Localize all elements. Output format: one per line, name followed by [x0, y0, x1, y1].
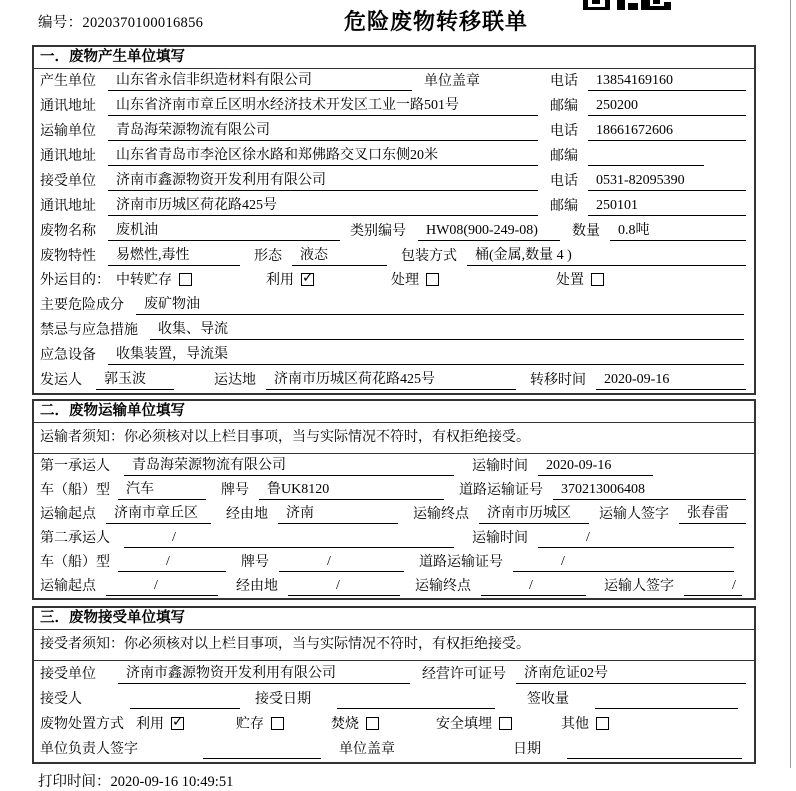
manager-sign-value	[203, 740, 321, 759]
form-value: 液态	[292, 246, 387, 266]
accept-date-label: 接受日期	[255, 692, 311, 707]
waste-character-value: 易燃性,毒性	[108, 246, 240, 266]
checkbox-label: 焚烧	[331, 717, 359, 732]
checkbox-icon	[301, 273, 314, 286]
first-carrier-label: 第一承运人	[40, 459, 110, 474]
hazard-component-label: 主要危险成分	[40, 298, 124, 313]
road-license-label: 道路运输证号	[459, 483, 543, 498]
second-carrier-value: /	[124, 528, 454, 548]
carrier-sign-label: 运输人签字	[599, 507, 669, 522]
row-first-route	[34, 502, 754, 526]
checkbox-icon	[596, 717, 609, 730]
receiver-address-value: 济南市历城区荷花路425号	[108, 196, 538, 216]
disposal-option-store	[236, 715, 331, 734]
endpoint-label: 运输终点	[413, 507, 469, 522]
unit-seal-label: 单位盖章	[339, 742, 395, 757]
second-plate-value: /	[279, 552, 404, 572]
producer-unit-value: 山东省永信非织造材料有限公司	[108, 71, 412, 91]
document-number-value: 2020370100016856	[82, 15, 204, 31]
zip-label: 邮编	[550, 199, 578, 214]
second-via-value: /	[288, 576, 400, 596]
vehicle-type-label: 车（船）型	[40, 483, 110, 498]
packing-value: 桶(金属,数量 4 )	[467, 246, 746, 266]
via-value: 济南	[278, 504, 398, 524]
date-value	[567, 740, 742, 759]
manager-sign-label: 单位负责人签字	[40, 742, 138, 757]
checkbox-icon	[271, 717, 284, 730]
checkbox-icon	[591, 273, 604, 286]
acceptor-value	[130, 690, 240, 709]
checkbox-label: 中转贮存	[116, 273, 172, 288]
print-time-label: 打印时间：	[38, 774, 111, 790]
checkbox-label: 安全填埋	[436, 717, 492, 732]
plate-number-value: 鲁UK8120	[259, 480, 444, 500]
second-carrier-date-value: /	[538, 528, 734, 548]
acceptor-label: 接受人	[40, 692, 82, 707]
row-first-carrier	[34, 454, 754, 478]
row-waste-character	[34, 244, 754, 269]
phone-label: 电话	[550, 124, 578, 139]
section-producer-title: 一．废物产生单位填写	[34, 47, 754, 69]
road-license-value: 370213006408	[553, 480, 746, 500]
receiver-phone-value: 0531-82095390	[588, 171, 746, 191]
second-sign-value: /	[684, 576, 742, 596]
receiver-zip-value: 250101	[588, 196, 746, 216]
section-receiver	[32, 606, 756, 764]
transporter-zip-value	[588, 147, 704, 166]
first-carrier-date-value: 2020-09-16	[538, 456, 653, 476]
vehicle-type-label: 车（船）型	[40, 555, 110, 570]
accept-unit-value: 济南市鑫源物资开发利用有限公司	[118, 664, 410, 684]
purpose-option-storage	[116, 271, 266, 290]
row-second-vehicle	[34, 550, 754, 574]
first-carrier-value: 青岛海荣源物流有限公司	[124, 456, 454, 476]
row-second-carrier	[34, 526, 754, 550]
purpose-option-treat	[391, 271, 556, 290]
endpoint-value: 济南市历城区	[479, 504, 589, 524]
document-number	[38, 11, 203, 32]
waste-character-label: 废物特性	[40, 249, 96, 264]
phone-label: 电话	[550, 174, 578, 189]
document-title: 危险废物转移联单	[343, 9, 529, 34]
producer-phone-value: 13854169160	[588, 71, 746, 91]
disposal-option-other	[561, 715, 609, 734]
waste-name-value: 废机油	[108, 221, 340, 241]
taboo-measures-label: 禁忌与应急措施	[40, 323, 138, 338]
disposal-method-label: 废物处置方式	[40, 717, 124, 732]
row-waste-name	[34, 219, 754, 244]
form-label: 形态	[254, 249, 282, 264]
quantity-value: 0.8吨	[610, 221, 746, 241]
second-origin-value: /	[106, 576, 218, 596]
second-vehicle-value: /	[118, 552, 226, 572]
row-transfer-purpose	[34, 269, 754, 293]
transporter-address-value: 山东省青岛市李沧区徐水路和郑佛路交叉口东侧20米	[108, 146, 538, 166]
unit-seal-label: 单位盖章	[424, 74, 480, 89]
row-manager-signature	[34, 737, 754, 762]
plate-number-label: 牌号	[241, 555, 269, 570]
checkbox-icon	[366, 717, 379, 730]
category-code-value: HW08(900-249-08)	[418, 221, 560, 241]
destination-label: 运达地	[214, 373, 256, 388]
checkbox-icon	[171, 717, 184, 730]
purpose-option-dispose	[556, 271, 604, 290]
hazard-component-value: 废矿物油	[136, 295, 744, 315]
permit-number-value: 济南危证02号	[516, 664, 746, 684]
checkbox-label: 贮存	[236, 717, 264, 732]
second-carrier-label: 第二承运人	[40, 531, 110, 546]
row-accept-unit	[34, 661, 754, 687]
print-time	[38, 770, 796, 791]
emergency-equipment-value: 收集装置，导流渠	[108, 345, 744, 365]
checkbox-icon	[426, 273, 439, 286]
transporter-phone-value: 18661672606	[588, 121, 746, 141]
transfer-purpose-label: 外运目的：	[40, 273, 110, 288]
row-consignor	[34, 368, 754, 393]
section-receiver-title: 三．废物接受单位填写	[34, 608, 754, 630]
row-hazard-component	[34, 293, 754, 318]
second-endpoint-value: /	[481, 576, 586, 596]
consignor-value: 郭玉波	[96, 370, 174, 390]
row-disposal-method	[34, 712, 754, 737]
waste-name-label: 废物名称	[40, 224, 96, 239]
zip-label: 邮编	[550, 99, 578, 114]
checkbox-label: 处理	[391, 273, 419, 288]
row-transporter-unit	[34, 119, 754, 144]
accept-date-value	[337, 690, 495, 709]
row-first-vehicle	[34, 478, 754, 502]
document-header	[0, 0, 796, 45]
permit-number-label: 经营许可证号	[422, 667, 506, 682]
via-label: 经由地	[236, 579, 278, 594]
carrier-sign-label: 运输人签字	[604, 579, 674, 594]
plate-number-label: 牌号	[221, 483, 249, 498]
disposal-option-utilize	[136, 715, 236, 734]
row-transporter-address	[34, 144, 754, 169]
address-label: 通讯地址	[40, 199, 96, 214]
emergency-equipment-label: 应急设备	[40, 348, 96, 363]
transport-date-label: 运输时间	[472, 459, 528, 474]
transfer-date-label: 转移时间	[530, 373, 586, 388]
taboo-measures-value: 收集、导流	[150, 320, 744, 340]
checkbox-label: 其他	[561, 717, 589, 732]
category-code-label: 类别编号	[350, 224, 406, 239]
row-emergency-equipment	[34, 343, 754, 368]
print-time-value: 2020-09-16 10:49:51	[110, 774, 234, 790]
checkbox-icon	[179, 273, 192, 286]
packing-label: 包装方式	[401, 249, 457, 264]
destination-value: 济南市历城区荷花路425号	[266, 370, 516, 390]
checkbox-icon	[499, 717, 512, 730]
consignor-label: 发运人	[40, 373, 82, 388]
row-second-route	[34, 574, 754, 598]
producer-address-value: 山东省济南市章丘区明水经济技术开发区工业一路501号	[108, 96, 538, 116]
page-edge-line	[790, 0, 791, 768]
road-license-label: 道路运输证号	[419, 555, 503, 570]
receiver-unit-value: 济南市鑫源物资开发利用有限公司	[108, 171, 538, 191]
checkbox-label: 利用	[136, 717, 164, 732]
vehicle-type-value: 汽车	[118, 480, 206, 500]
row-taboo-measures	[34, 318, 754, 343]
via-label: 经由地	[226, 507, 268, 522]
row-producer-address	[34, 94, 754, 119]
receiver-notice: 接受者须知：你必须核对以上栏目事项，当与实际情况不符时，有权拒绝接受。	[34, 630, 754, 661]
purpose-option-utilize	[266, 271, 391, 290]
document-number-label: 编号：	[38, 15, 83, 31]
address-label: 通讯地址	[40, 99, 96, 114]
quantity-label: 数量	[572, 224, 600, 239]
section-producer	[32, 45, 756, 395]
checkbox-label: 处置	[556, 273, 584, 288]
row-receiver-address	[34, 194, 754, 219]
disposal-option-landfill	[436, 715, 561, 734]
transfer-date-value: 2020-09-16	[596, 370, 746, 390]
address-label: 通讯地址	[40, 149, 96, 164]
phone-label: 电话	[550, 74, 578, 89]
carrier-sign-value: 张春雷	[679, 504, 746, 524]
transport-date-label: 运输时间	[472, 531, 528, 546]
receiver-unit-label: 接受单位	[40, 174, 96, 189]
checkbox-label: 利用	[266, 273, 294, 288]
origin-label: 运输起点	[40, 579, 96, 594]
disposal-option-incinerate	[331, 715, 436, 734]
origin-label: 运输起点	[40, 507, 96, 522]
date-label: 日期	[513, 742, 541, 757]
section-transporter	[32, 399, 756, 600]
row-producer-unit	[34, 69, 754, 94]
row-receiver-unit	[34, 169, 754, 194]
origin-value: 济南市章丘区	[106, 504, 211, 524]
received-qty-label: 签收量	[527, 692, 569, 707]
zip-label: 邮编	[550, 149, 578, 164]
second-license-value: /	[513, 552, 734, 572]
endpoint-label: 运输终点	[415, 579, 471, 594]
producer-unit-label: 产生单位	[40, 74, 96, 89]
transporter-notice: 运输者须知：你必须核对以上栏目事项，当与实际情况不符时，有权拒绝接受。	[34, 423, 754, 454]
transporter-unit-label: 运输单位	[40, 124, 96, 139]
received-qty-value	[595, 690, 738, 709]
section-transporter-title: 二．废物运输单位填写	[34, 401, 754, 423]
accept-unit-label: 接受单位	[40, 667, 96, 682]
row-acceptor	[34, 687, 754, 712]
transporter-unit-value: 青岛海荣源物流有限公司	[108, 121, 538, 141]
producer-zip-value: 250200	[588, 96, 746, 116]
